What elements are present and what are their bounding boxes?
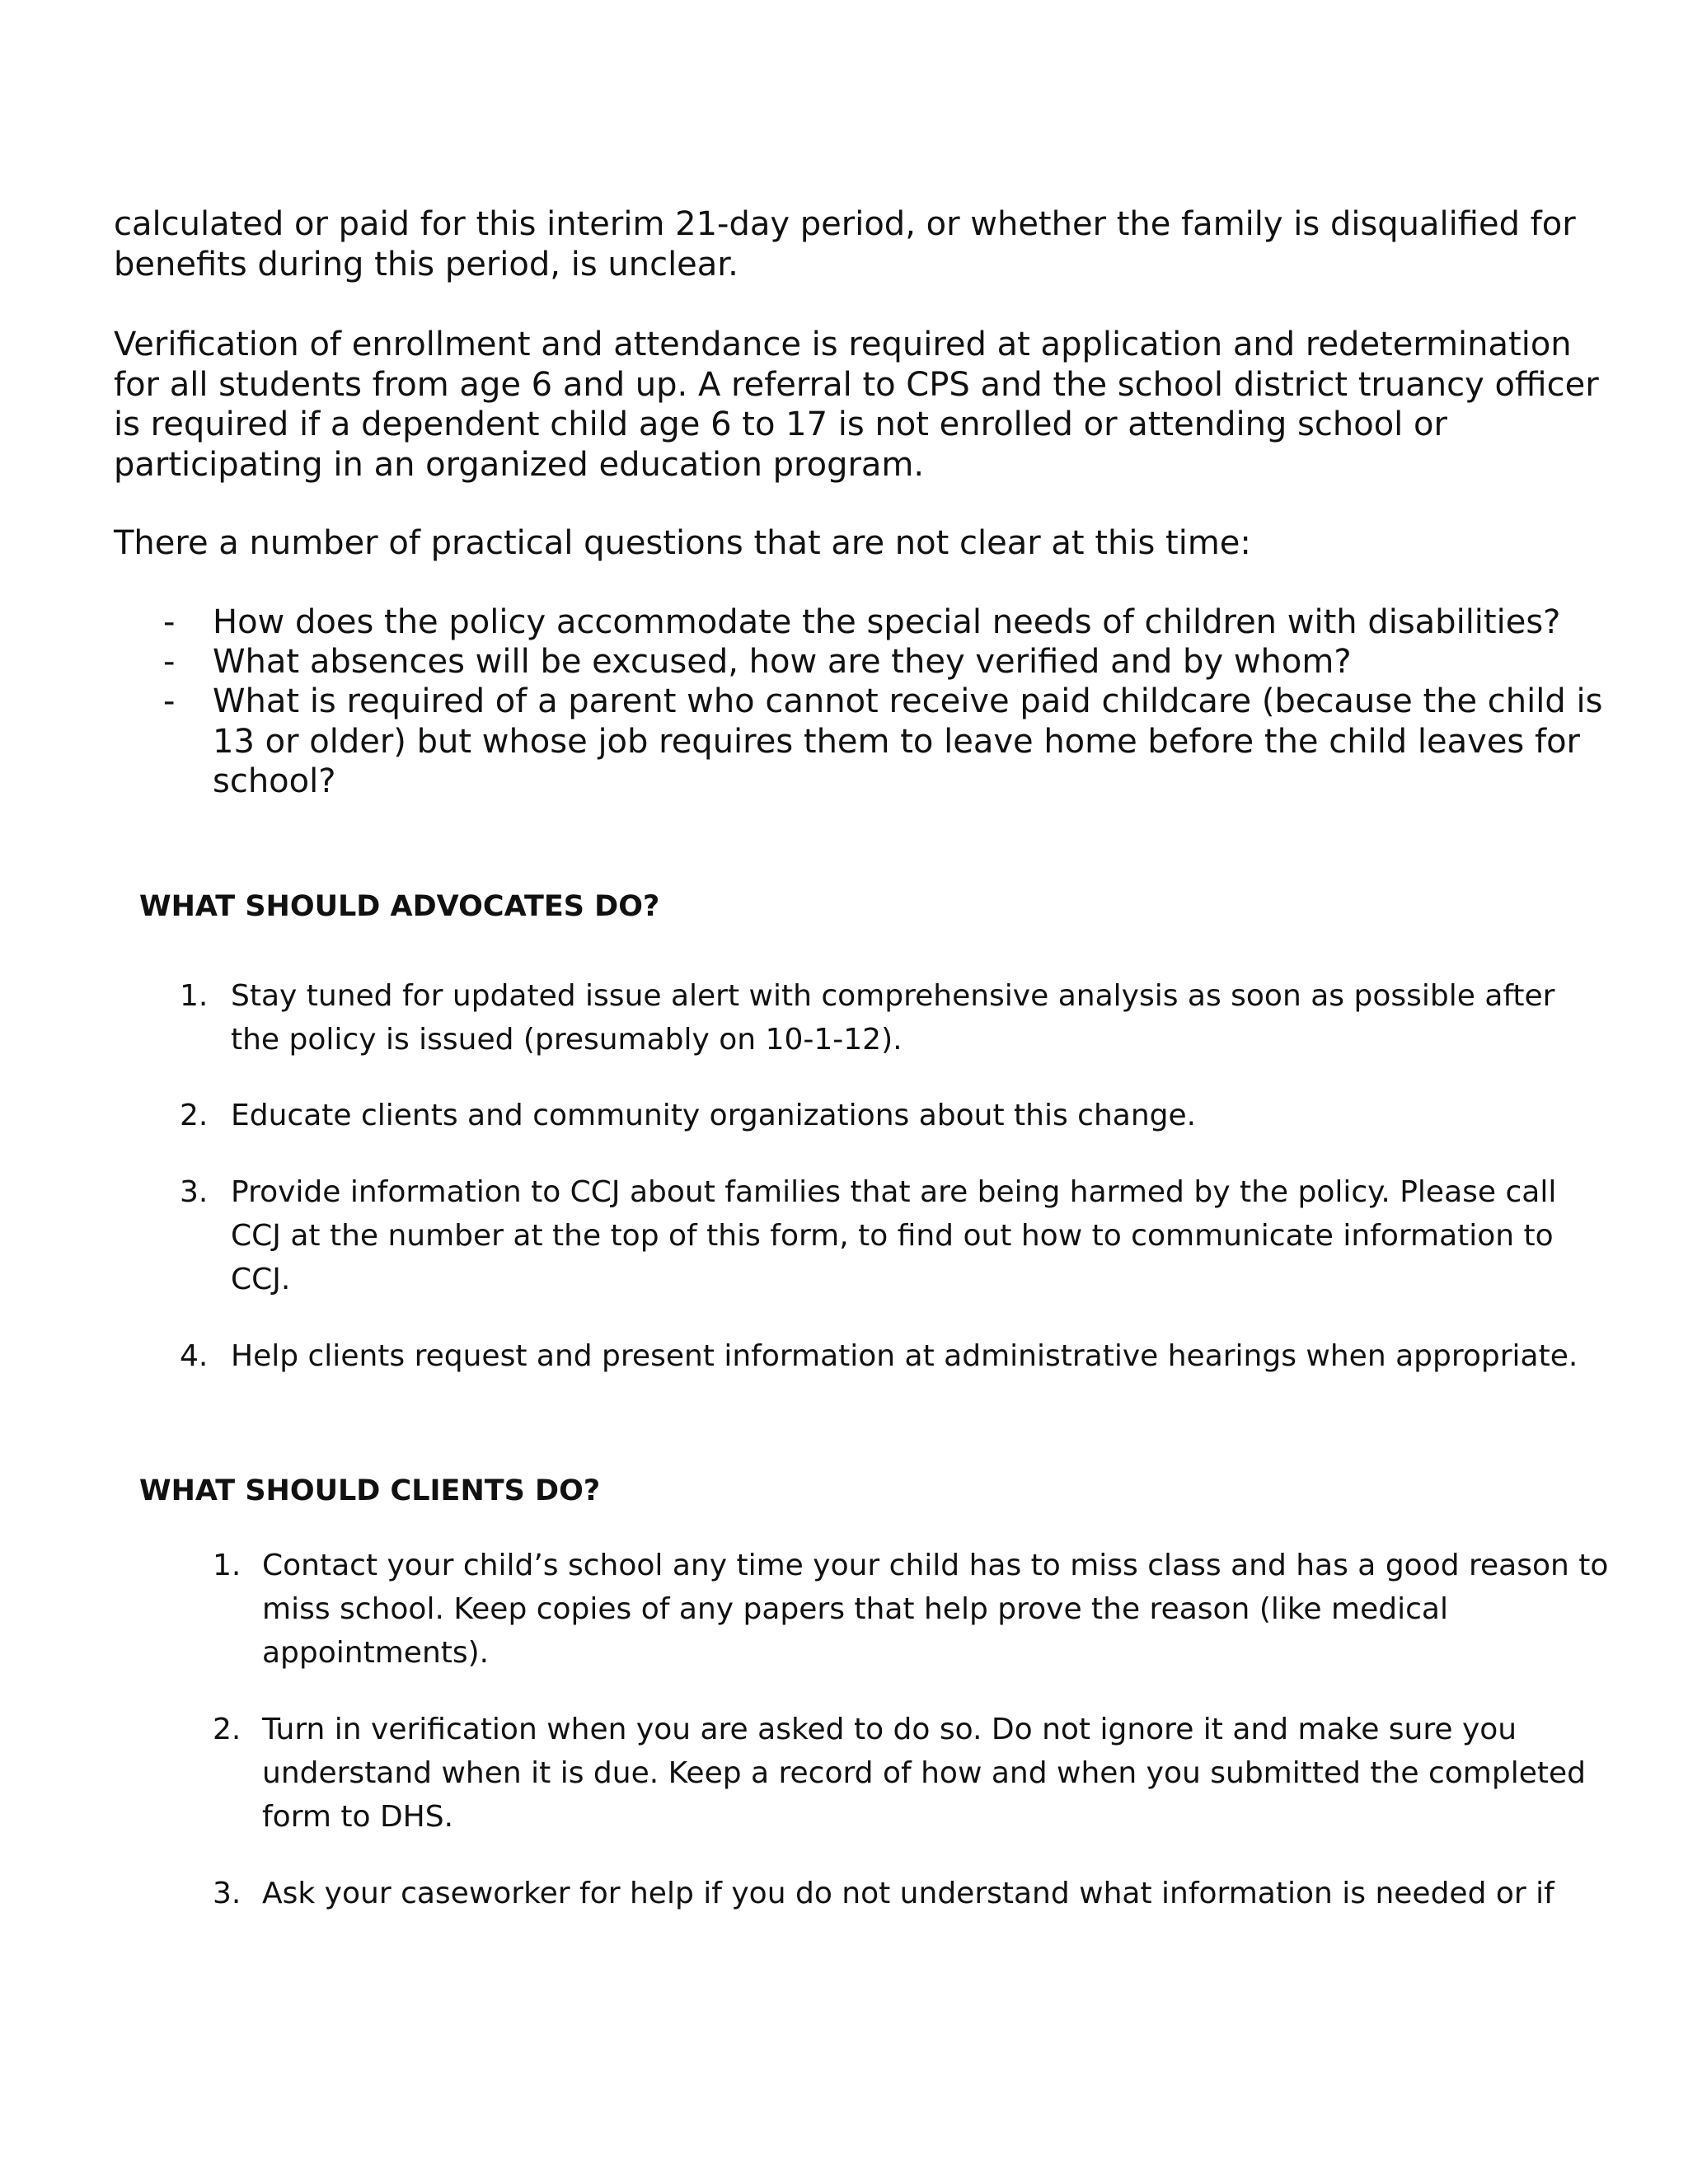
number-marker: 1. — [213, 1549, 241, 1582]
list-item-text: What is required of a parent who cannot receive paid childcare (because the child is 13 or older) but whose job requires them to leave home before the child leaves for school? — [213, 682, 1603, 800]
list-item-text: Help clients request and present information at administrative hearings when appropriate. — [231, 1339, 1578, 1373]
number-marker: 1. — [180, 979, 209, 1013]
list-item — [163, 642, 1630, 682]
list-item — [213, 1872, 1614, 1915]
number-marker: 2. — [213, 1713, 241, 1746]
list-item — [180, 1094, 1581, 1137]
list-item — [180, 1170, 1581, 1301]
list-item — [213, 1708, 1614, 1839]
intro-paragraph-1: calculated or paid for this interim 21-day period, or whether the family is disqualified for benefits during this period, is unclear. — [114, 205, 1576, 284]
list-item-text: Educate clients and community organizations about this change. — [231, 1099, 1197, 1132]
list-item — [213, 1544, 1614, 1675]
intro-paragraph-3: There a number of practical questions that are not clear at this time: — [114, 524, 1251, 562]
list-item — [180, 1334, 1581, 1378]
dash-marker: - — [163, 643, 176, 681]
list-item-text: Provide information to CCJ about families that are being harmed by the policy. Please call CCJ at the number at the top of this form, to find out how to communicate information to CCJ. — [231, 1175, 1557, 1296]
list-item-text: Contact your child’s school any time your child has to miss class and has a good reason to miss school. Keep copies of any papers that help prove the reason (like medical appointments). — [262, 1549, 1609, 1670]
dash-marker: - — [163, 603, 176, 641]
list-item — [163, 602, 1630, 643]
clients-heading: WHAT SHOULD CLIENTS DO? — [139, 1474, 601, 1507]
number-marker: 3. — [213, 1877, 241, 1910]
list-item-text: Turn in verification when you are asked to do so. Do not ignore it and make sure you understand when it is due. Keep a record of how and when you submitted the completed form to DHS. — [262, 1713, 1586, 1834]
dash-marker: - — [163, 682, 176, 720]
list-item-text: What absences will be excused, how are they verified and by whom? — [213, 643, 1352, 681]
intro-paragraph-2: Verification of enrollment and attendance is required at application and redetermination for all students from age 6 and up. A referral to CPS and the school district truancy officer is required if a dependent child age 6 to 17 is not enrolled or attending school or participating in an organized education program. — [114, 326, 1599, 484]
number-marker: 4. — [180, 1339, 209, 1373]
list-item — [163, 682, 1630, 802]
list-item-text: Stay tuned for updated issue alert with comprehensive analysis as soon as possible after the policy is issued (presumably on 10-1-12). — [231, 979, 1555, 1057]
list-item-text: Ask your caseworker for help if you do not understand what information is needed or if — [262, 1877, 1554, 1910]
advocates-heading: WHAT SHOULD ADVOCATES DO? — [139, 890, 660, 923]
number-marker: 2. — [180, 1099, 209, 1132]
list-item-text: How does the policy accommodate the special needs of children with disabilities? — [213, 603, 1561, 641]
number-marker: 3. — [180, 1175, 209, 1209]
list-item — [180, 974, 1581, 1062]
